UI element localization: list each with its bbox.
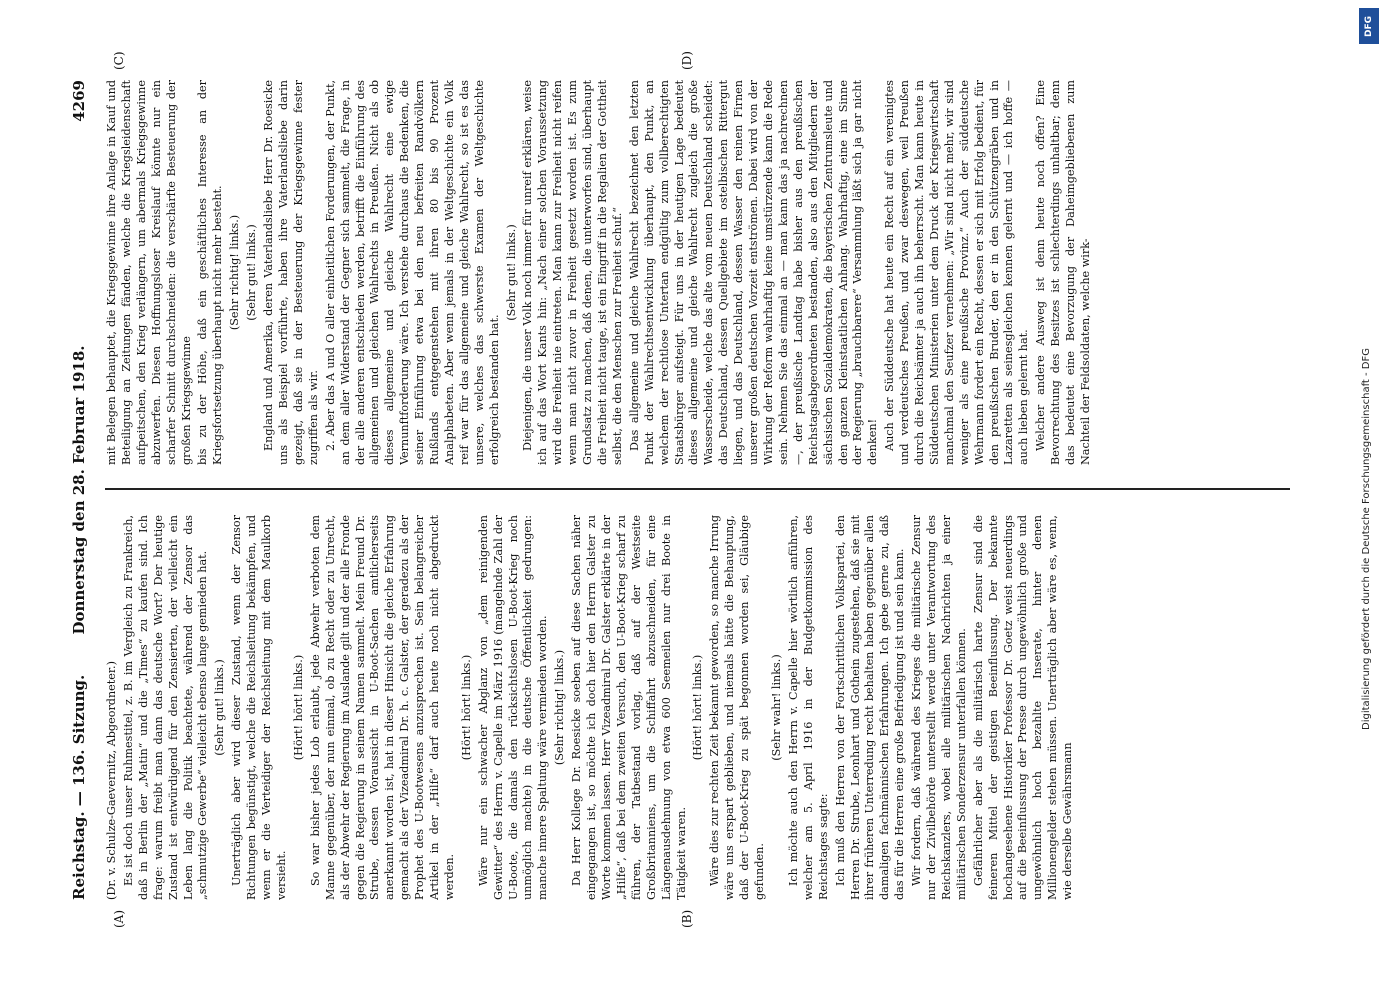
- paragraph: So war bisher jedes Lob erlaubt, jede Abwehr verboten dem Manne gegenüber, der nun einmal, ob zu Recht oder zu Unrecht, als der Abwehr der Regierung im Auslande gilt und der alle Fronde gegen die Regierung in seinem Namen sammelt. Mein Freund Dr. Strube, dessen Voraussicht in U-Boot-Sachen amtlicherseits anerkannt worden ist, hat in dieser Hinsicht die gleiche Erfahrung gemacht als der Vizeadmiral Dr. h. c. Galster, der geradezu als der Prophet des U-Bootwesens anzusprechen ist. Sein belangreicher Artikel in der „Hilfe“ darf auch heute noch nicht abgedruckt werden.: [308, 515, 456, 900]
- interjection: (Sehr gut! links.): [245, 224, 259, 321]
- paragraph: mit Belegen behauptet, die Kriegsgewinne ihre Anlage in Kauf und Beteiligung an Zeitungen fänden, welche die Kriegsleidenschaft aufpeitschen, den Krieg verlängern, um abermals Kriegsgewinne abzuwerfen. Diesen Hoffnungsloser Kreislauf könnte nur ein scharfer Schnitt durchschneiden: die verschärfte Besteuerung der großen Kriegsgewinne: [105, 80, 193, 465]
- quotation: Ich muß den Herren von der Fortschrittlichen Volkspartei, den Herren Dr. Strube, Leonhart und Gothein zugestehen, daß sie mit ihrer früheren Unterredung recht behalten haben gegenüber allen damaligen fachmännischen Erfahrungen. Ich gebe gerne zu, daß das für die Herren eine große Befriedigung ist und sein kann.: [833, 515, 907, 900]
- paragraph: Das allgemeine und gleiche Wahlrecht bezeichnet den letzten Punkt der Wahlrechtsentwicklung überhaupt, den Punkt, an welchem der rechtlose Untertan endgültig zum vollberechtigten Staatsbürger aufsteigt. Für uns in der heutigen Lage bedeutet dieses allgemeine und gleiche Wahlrecht zugleich die große Wasserscheide, welche das alte vom neuen Deutschland scheidet: das Deutschland, dessen Quellgebiete im ostelbischen Rittergut liegen, und das Deutschland, dessen Wasser den reinen Firnen unserer großen deutschen Vorzeit entströmen. Dabei wird von der Wirkung der Reform wahrhaftig keine umstürzende kann die Rede sein. Nehmen Sie das einmal an — man kann das ja nachrechnen —, der preußische Landtag habe bisher aus den preußischen Reichstagsabgeordneten bestanden, also aus den Mitgliedern der sächsischen Sozialdemokraten, die bayerischen Zentrumsleute und den ganzen Kleinstaatlichen Anhang. Wahrhaftig, eine im Sinne der Regierung „brauchbarere“ Versammlung läßt sich ja gar nicht denken!: [627, 80, 880, 465]
- paragraph: Auch der Süddeutsche hat heute ein Recht auf ein vereinigtes und verdeutsches Preußen, und zwar deswegen, weil Preußen durch die Reichsämter ja auch ihn beherrscht. Man kann heute in Süddeutschen Ministerien unter dem Druck der Kriegswirtschaft manchmal den Seufzer vernehmen: „Wir sind nicht mehr, wir sind weniger als eine preußische Provinz.“ Auch der süddeutsche Wehrmann fordert ein Recht, dessen er sich mit Erfolg bedient, für den preußischen Bruder, den er in den Schützengräben und in Lazaretten als seinesgleichen kennen gelernt und — ich hoffe — auch lieben gelernt hat.: [883, 80, 1031, 465]
- paragraph: Wäre dies zur rechten Zeit bekannt geworden, so manche Irrung wäre uns erspart geblieben, und niemals hätte die Behauptung, daß der U-Boot-Krieg zu spät begonnen worden sei, Gläubige gefunden.: [708, 515, 767, 900]
- paragraph: Wir fordern, daß während des Krieges die militärische Zensur nur der Zivilbehörde unterstellt werde unter Verantwortung des Reichskanzlers, wobei alle militärischen Nachrichten ja einer militärischen Sonderzensur unterfallen können.: [910, 515, 968, 900]
- interjection: (Sehr richtig! links.): [228, 214, 242, 331]
- interjection: (Hört! hört! links.): [459, 654, 473, 761]
- paragraph: Unerträglich aber wird dieser Zustand, wenn der Zensor Richtungen begünstigt, welche die Reichsleitung bekämpfen, und wenn er die Verteidiger der Reichsleitung mit dem Maulkorb versieht.: [230, 515, 288, 900]
- header-session: Reichstag. — 136. Sitzung.: [70, 674, 88, 900]
- left-column: [105, 515, 1285, 900]
- header-date: Donnerstag den 28. Februar 1918.: [70, 345, 88, 635]
- marker-b: (B): [680, 909, 694, 928]
- paragraph: Diejenigen, die unser Volk noch immer für unreif erklären, weise ich auf das Wort Kants hin: „Nach einer solchen Voraussetzung wird die Freiheit nie eintreten. Man kann zur Freiheit nicht reifen wenn man nicht zuvor in Freiheit gesetzt worden ist. Es zum Grundsatz zu machen, daß denen, die unterworfen sind, überhaupt die Freiheit nicht tauge, ist ein Eingriff in die Regalien der Gottheit selbst, die den Menschen zur Freiheit schuf.“: [521, 80, 624, 465]
- paragraph: Wäre nur ein schwacher Abglanz von „dem reinigenden Gewitter“ des Herrn v. Capelle im März 1916 (mangelnde Zahl der U-Boote, die damals den rücksichtslosen U-Boot-Krieg noch unmöglich machte) in die deutsche Öffentlichkeit gedrungen: manche innere Spaltung wäre vermieden worden.: [476, 515, 550, 900]
- marker-d: (D): [680, 51, 694, 70]
- page-header: [70, 80, 92, 900]
- paragraph: Ich möchte auch den Herrn v. Capelle hier wörtlich anführen, welcher am 5. April 1916 in der Budgetkommission des Reichstages sagte:: [786, 515, 830, 900]
- speaker-note: (Dr. v. Schulze-Gaevernitz, Abgeordneter.): [105, 661, 118, 900]
- paragraph: bis zu der Höhe, daß ein geschäftliches Interesse an der Kriegsfortsetzung überhaupt nicht mehr besteht.: [196, 80, 225, 465]
- interjection: (Sehr wahr! links.): [769, 654, 783, 761]
- digitization-credit: Digitalisierung gefördert durch die Deutsche Forschungsgemeinschaft - DFG: [1361, 347, 1372, 730]
- marker-c: (C): [112, 51, 126, 70]
- interjection: (Sehr gut! links.): [504, 224, 518, 321]
- right-column: [105, 80, 1285, 465]
- marker-a: (A): [112, 909, 126, 928]
- interjection: (Hört! hört! links.): [691, 654, 705, 761]
- page-content: [50, 51, 1300, 928]
- digitization-strip: [1355, 0, 1383, 1000]
- paragraph: Da Herr Kollege Dr. Roesicke soeben auf diese Sachen näher eingegangen ist, so möchte ich doch hier den Herrn Galster zu Worte kommen lassen. Herr Vizeadmiral Dr. Galster erklärte in der „Hilfe“, daß bei dem zweiten Versuch, den U-Boot-Krieg scharf zu führen, der Tatbestand vorlag, daß auf der Westseite Großbritanniens, um die Schiffahrt abzuschneiden, für eine Längenausdehnung von etwa 600 Seemeilen nur drei Boote in Tätigkeit waren.: [570, 515, 688, 900]
- interjection: (Sehr gut! links.): [213, 659, 227, 756]
- paragraph: 2. Aber das A und O aller einheitlichen Forderungen, der Punkt, an dem aller Widerstand der Gegner sich sammelt, die Frage, in der alle anderen entschieden werden, betrifft die Einführung des allgemeinen und gleichen Wahlrechts in Preußen. Nicht als ob dieses allgemeine und gleiche Wahlrecht eine ewige Vernunftforderung wäre. Ich verstehe durchaus die Bedenken, die seiner Einführung etwa bei den neu befreiten Randvölkern Rußlands entgegenstehen mit ihren 80 bis 90 Prozent Analphabeten. Aber wenn jemals in der Weltgeschichte ein Volk reif war für das allgemeine und gleiche Wahlrecht, so ist es das unsere, welches das schwerste Examen der Weltgeschichte erfolgreich bestanden hat.: [323, 80, 501, 465]
- paragraph: Welcher andere Ausweg ist denn heute noch offen? Eine Bevorrechtung des Besitzes ist schlechterdings unhaltbar; denn das bedeutet eine Bevorzugung der Daheimgebliebenen zum Nachteil der Feldsoldaten, welche wirk-: [1034, 80, 1092, 465]
- paragraph: Es ist doch unser Ruhmestitel, z. B. im Vergleich zu Frankreich, daß in Berlin der „Matin“ und die „Times“ zu kaufen sind. Ich frage: warum freibt man dann das deutsche Wort? Der heutige Zustand ist entwürdigend für den Zensierten, der vielleicht ein Leben lang die Politik beachtete, während der Zensor das „schmutzige Gewerbe“ vielleicht ebenso lange gemieden hat.: [121, 515, 210, 900]
- column-divider: [105, 488, 1290, 490]
- paragraph: England und Amerika, deren Vaterlandsliebe Herr Dr. Roesicke uns als Beispiel vorführte, haben ihre Vaterlandsliebe darin gezeigt, daß sie in der Besteuerung der Kriegsgewinne fester zugriffen als wir.: [262, 80, 320, 465]
- interjection: (Hört! hört! links.): [291, 654, 305, 761]
- page-number: 4269: [70, 80, 88, 122]
- paragraph: Gefährlicher aber als die militärisch harte Zensur sind die feineren Mittel der geistigen Beeinflussung. Der bekannte hochangesehene Historiker Professor Dr. Goetz weist neuerdings auf die Beeinflussung der Presse durch ungewöhnlich große und ungewöhnlich hoch bezahlte Inserate, hinter denen Millionengelder stehen müssen. Unerträglich aber wäre es, wenn, wie derselbe Gewährsmann: [971, 515, 1075, 900]
- interjection: (Sehr richtig! links.): [553, 649, 567, 766]
- dfg-logo: DFG: [1359, 8, 1379, 44]
